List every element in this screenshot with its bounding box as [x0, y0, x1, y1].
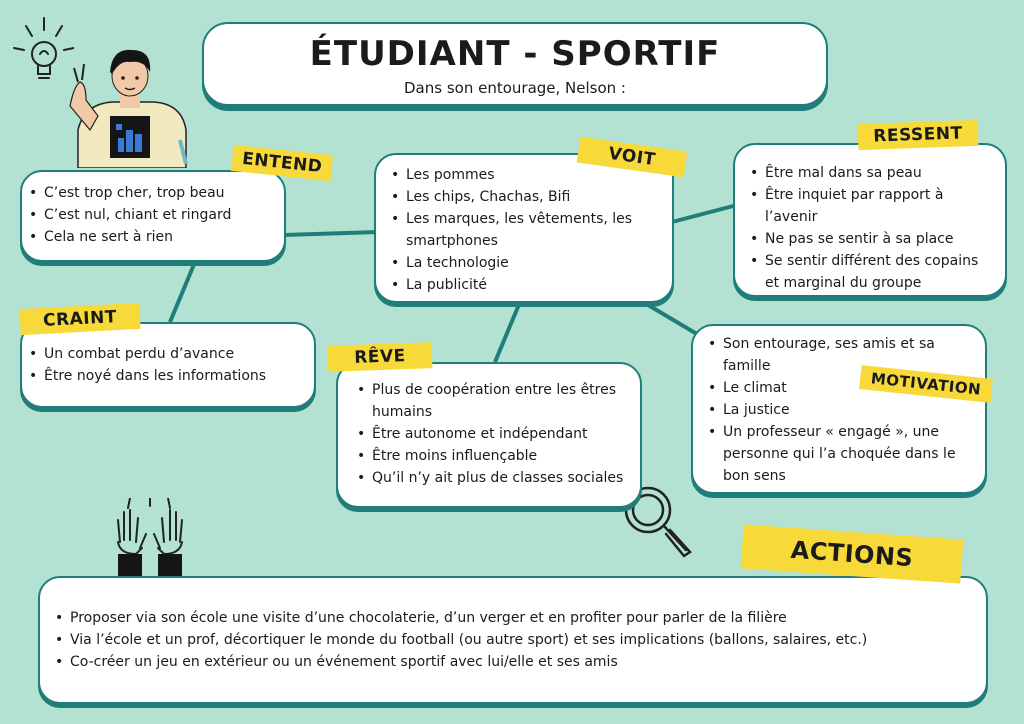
entend-box: [20, 170, 286, 262]
reve-tag: RÊVE: [328, 342, 433, 372]
ressent-item: • Se sentir différent des copains et marginal du groupe: [765, 250, 995, 294]
motivation-tag: MOTIVATION: [859, 365, 993, 403]
voit-tag: VOIT: [577, 137, 688, 178]
ressent-item: • Être mal dans sa peau: [765, 162, 995, 184]
lightbulb-icon: [8, 12, 74, 86]
craint-tag: CRAINT: [19, 303, 140, 335]
entend-item: • C’est trop cher, trop beau: [44, 182, 284, 204]
page-subtitle: Dans son entourage, Nelson :: [404, 79, 626, 97]
page-title: ÉTUDIANT - SPORTIF: [309, 34, 721, 74]
actions-item: • Co-créer un jeu en extérieur ou un événement sportif avec lui/elle et ses amis: [70, 651, 986, 673]
ressent-item: • Être inquiet par rapport à l’avenir: [765, 184, 995, 228]
actions-item: • Proposer via son école une visite d’une chocolaterie, d’un verger et en profiter pour parler de la filière: [70, 607, 986, 629]
reve-item: • Qu’il n’y ait plus de classes sociales: [372, 467, 636, 489]
ressent-tag: RESSENT: [858, 120, 979, 150]
voit-item: • La technologie: [406, 252, 656, 274]
title-box: [202, 22, 828, 106]
entend-tag: ENTEND: [231, 145, 333, 181]
voit-item: • Les chips, Chachas, Bifi: [406, 186, 656, 208]
motivation-item: • Le climat: [723, 377, 973, 399]
reve-box: [336, 362, 642, 508]
motivation-box: [691, 324, 987, 494]
reve-item: • Plus de coopération entre les êtres humains: [372, 379, 636, 423]
reve-item: • Être moins influençable: [372, 445, 636, 467]
craint-item: • Être noyé dans les informations: [44, 365, 314, 387]
motivation-item: • Son entourage, ses amis et sa famille: [723, 333, 973, 377]
ressent-item: • Ne pas se sentir à sa place: [765, 228, 995, 250]
entend-item: • Cela ne sert à rien: [44, 226, 284, 248]
motivation-item: • La justice: [723, 399, 973, 421]
voit-item: • Les marques, les vêtements, les smartphones: [406, 208, 656, 252]
actions-item: • Via l’école et un prof, décortiquer le monde du football (ou autre sport) et ses implications (ballons, salaires, etc.): [70, 629, 986, 651]
actions-box: [38, 576, 988, 704]
entend-item: • C’est nul, chiant et ringard: [44, 204, 284, 226]
craint-box: [20, 322, 316, 408]
reve-item: • Être autonome et indépendant: [372, 423, 636, 445]
ressent-box: [733, 143, 1007, 297]
voit-item: • La publicité: [406, 274, 656, 296]
student-illustration: [68, 44, 194, 168]
voit-box: [374, 153, 674, 303]
craint-item: • Un combat perdu d’avance: [44, 343, 314, 365]
raised-hands-icon: [108, 498, 192, 578]
actions-tag: ACTIONS: [741, 524, 964, 583]
voit-item: • Les pommes: [406, 164, 656, 186]
motivation-item: • Un professeur « engagé », une personne qui l’a choquée dans le bon sens: [723, 421, 973, 487]
